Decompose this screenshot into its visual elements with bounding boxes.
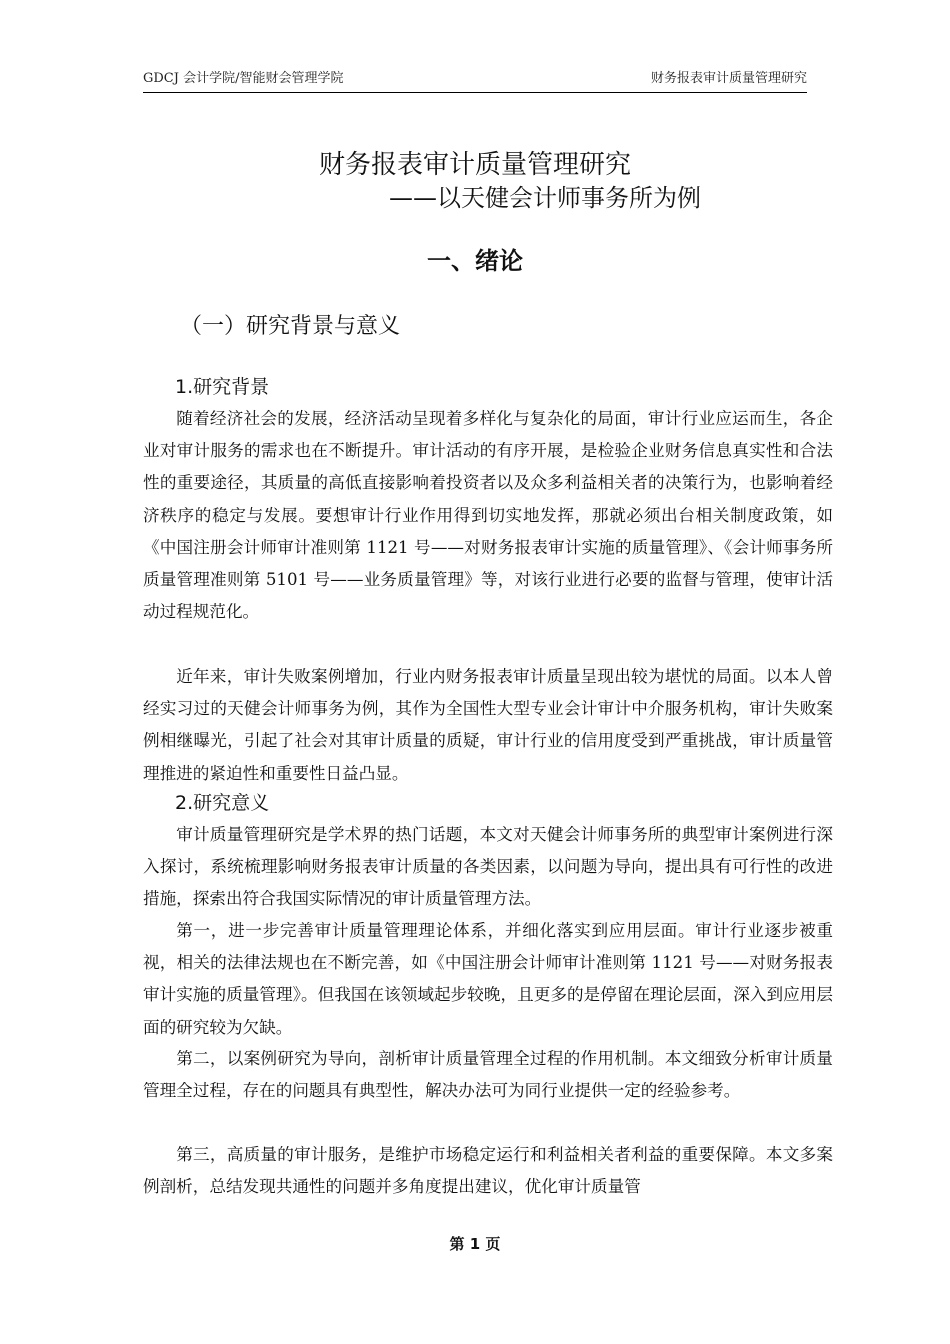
paper-title: 财务报表审计质量管理研究 [318,150,631,180]
subsection-heading-significance: 2.研究意义 [175,792,270,814]
paragraph: 随着经济社会的发展，经济活动呈现着多样化与复杂化的局面，审计行业应运而生，各企业对审计服务的需求也在不断提升。审计活动的有序开展，是检验企业财务信息真实性和合法性的重要途径，其质量的高低直接影响着投资者以及众多利益相关者的决策行为，也影响着经济秩序的稳定与发展。要想审计行业作用得到切实地发挥，那就必须出台相关制度政策，如《中国注册会计师审计准则第 1121 号——对财务报表审计实施的质量管理》、《会计师事务所质量管理准则第 5101 号——业务质量管理》等，对该行业进行必要的监督与管理，使审计活动过程规范化。 [143,409,833,622]
subsection-heading-background: 1.研究背景 [175,376,270,398]
paragraph: 第二，以案例研究为导向，剖析审计质量管理全过程的作用机制。本文细致分析审计质量管理全过程，存在的问题具有典型性，解决办法可为同行业提供一定的经验参考。 [143,1049,833,1101]
paper-subtitle: ——以天健会计师事务所为例 [389,184,701,212]
page-number: 第 1 页 [449,1235,501,1253]
chapter-heading: 一、绪论 [427,247,523,275]
paragraph: 近年来，审计失败案例增加，行业内财务报表审计质量呈现出较为堪忧的局面。以本人曾经实习过的天健会计师事务为例，其作为全国性大型专业会计审计中介服务机构，审计失败案例相继曝光，引起了社会对其审计质量的质疑，审计行业的信用度受到严重挑战，审计质量管理推进的紧迫性和重要性日益凸显。 [143,667,833,783]
page-header [143,67,807,89]
section-heading: （一）研究背景与意义 [180,314,401,339]
header-running-title: 财务报表审计质量管理研究 [650,71,807,86]
header-divider [143,92,807,93]
paragraph: 第一，进一步完善审计质量管理理论体系，并细化落实到应用层面。审计行业逐步被重视，相关的法律法规也在不断完善，如《中国注册会计师审计准则第 1121 号——对财务报表审计实施的质量管理》。但我国在该领域起步较晚，且更多的是停留在理论层面，深入到应用层面的研究较为欠缺。 [143,921,833,1037]
paragraph: 审计质量管理研究是学术界的热门话题，本文对天健会计师事务所的典型审计案例进行深入探讨，系统梳理影响财务报表审计质量的各类因素，以问题为导向，提出具有可行性的改进措施，探索出符合我国实际情况的审计质量管理方法。 [143,825,833,909]
header-institution: GDCJ 会计学院/智能财会管理学院 [143,71,344,86]
paragraph: 第三，高质量的审计服务，是维护市场稳定运行和利益相关者利益的重要保障。本文多案例剖析，总结发现共通性的问题并多角度提出建议，优化审计质量管 [143,1145,833,1197]
